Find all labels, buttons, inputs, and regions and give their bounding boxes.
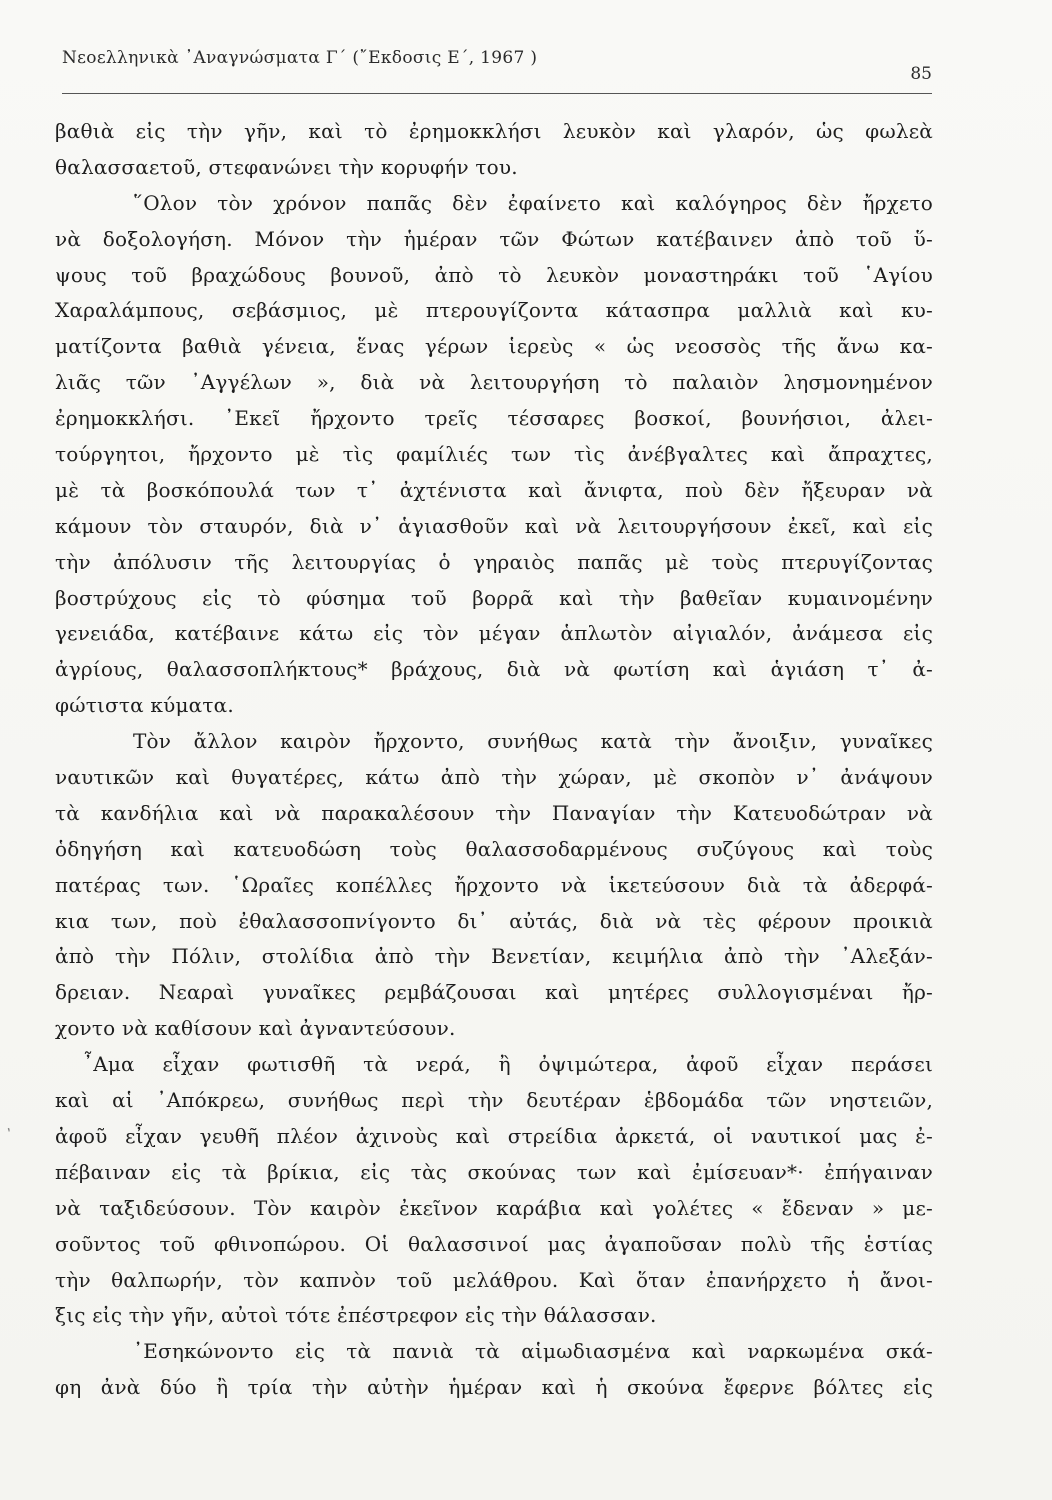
text-line: θαλασσαετοῦ, στεφανώνει τὴν κορυφήν του. <box>55 154 518 179</box>
text-line: ἐρημοκκλήσι. ᾿Εκεῖ ἤρχοντο τρεῖς τέσσαρες βοσκοί, βουνήσιοι, ἀλει- <box>55 406 933 431</box>
text-line: Χαραλάμπους, σεβάσμιος, μὲ πτερουγίζοντα κάτασπρα μαλλιὰ καὶ κυ- <box>55 298 933 323</box>
header-rule <box>62 93 932 94</box>
text-line: καὶ αἱ ᾿Απόκρεω, συνήθως περὶ τὴν δευτέραν ἑβδομάδα τῶν νηστειῶν, <box>55 1088 933 1113</box>
text-line: βαθιὰ εἰς τὴν γῆν, καὶ τὸ ἐρημοκκλήσι λευκὸν καὶ γλαρόν, ὡς φωλεὰ <box>55 119 933 143</box>
text-line: τὴν θαλπωρήν, τὸν καπνὸν τοῦ μελάθρου. Καὶ ὅταν ἐπανήρχετο ἡ ἄνοι- <box>55 1267 933 1292</box>
text-line: ῏Αμα εἶχαν φωτισθῆ τὰ νερά, ἢ ὀψιμώτερα, ἀφοῦ εἶχαν περάσει <box>83 1052 933 1077</box>
text-line: ξις εἰς τὴν γῆν, αὐτοὶ τότε ἐπέστρεφον εἰς τὴν θάλασσαν. <box>55 1303 657 1328</box>
page-number: 85 <box>910 64 932 84</box>
text-line: πατέρας των. ῾Ωραῖες κοπέλλες ἤρχοντο νὰ ἱκετεύσουν διὰ τὰ ἀδερφά- <box>55 872 933 897</box>
text-line: ψους τοῦ βραχώδους βουνοῦ, ἀπὸ τὸ λευκὸν μοναστηράκι τοῦ ῾Αγίου <box>55 262 933 287</box>
text-line: ἀπὸ τὴν Πόλιν, στολίδια ἀπὸ τὴν Βενετίαν, κειμήλια ἀπὸ τὴν ᾿Αλεξάν- <box>55 944 933 969</box>
text-line: ναυτικῶν καὶ θυγατέρες, κάτω ἀπὸ τὴν χώραν, μὲ σκοπὸν ν᾿ ἀνάψουν <box>55 765 933 790</box>
text-line: χοντο νὰ καθίσουν καὶ ἀγναντεύσουν. <box>55 1016 456 1041</box>
text-line: γενειάδα, κατέβαινε κάτω εἰς τὸν μέγαν ἁπλωτὸν αἰγιαλόν, ἀνάμεσα εἰς <box>55 621 933 646</box>
text-line: μὲ τὰ βοσκόπουλά των τ᾿ ἀχτένιστα καὶ ἄνιφτα, ποὺ δὲν ἤξευραν νὰ <box>55 477 933 502</box>
text-line: Τὸν ἄλλον καιρὸν ἤρχοντο, συνήθως κατὰ τὴν ἄνοιξιν, γυναῖκες <box>133 729 933 754</box>
text-line: ἀφοῦ εἶχαν γευθῆ πλέον ἀχινοὺς καὶ στρείδια ἀρκετά, οἱ ναυτικοί μας ἐ- <box>55 1123 933 1148</box>
text-line: τὴν ἀπόλυσιν τῆς λειτουργίας ὁ γηραιὸς παπᾶς μὲ τοὺς πτερυγίζοντας <box>55 549 933 574</box>
scan-speck-mark: ʼ <box>5 1125 18 1142</box>
text-line: νὰ ταξιδεύσουν. Τὸν καιρὸν ἐκεῖνον καράβια καὶ γολέτες « ἔδεναν » με- <box>55 1195 933 1220</box>
text-line: κάμουν τὸν σταυρόν, διὰ ν᾿ ἁγιασθοῦν καὶ νὰ λειτουργήσουν ἐκεῖ, καὶ εἰς <box>55 513 933 538</box>
text-line: ματίζοντα βαθιὰ γένεια, ἕνας γέρων ἱερεὺς « ὡς νεοσσὸς τῆς ἄνω κα- <box>55 334 933 359</box>
text-line: κια των, ποὺ ἐθαλασσοπνίγοντο δι᾿ αὐτάς, διὰ νὰ τὲς φέρουν προικιὰ <box>55 908 933 933</box>
body-text <box>55 114 933 1406</box>
text-line: πέβαιναν εἰς τὰ βρίκια, εἰς τὰς σκούνας των καὶ ἐμίσευαν*· ἐπήγαιναν <box>55 1159 933 1184</box>
text-line: σοῦντος τοῦ φθινοπώρου. Οἱ θαλασσινοί μας ἀγαποῦσαν πολὺ τῆς ἑστίας <box>55 1231 933 1256</box>
running-title: Νεοελληνικὰ ᾿Αναγνώσματα Γ΄ (῎Εκδοσις Ε΄, 1967 ) <box>62 48 538 68</box>
text-line: ἀγρίους, θαλασσοπλήκτους* βράχους, διὰ νὰ φωτίση καὶ ἁγιάση τ᾿ ἀ- <box>55 657 933 682</box>
text-line: βοστρύχους εἰς τὸ φύσημα τοῦ βορρᾶ καὶ τὴν βαθεῖαν κυμαινομένην <box>55 585 933 610</box>
page-header <box>62 42 932 92</box>
text-line: λιᾶς τῶν ᾿Αγγέλων », διὰ νὰ λειτουργήση τὸ παλαιὸν λησμονημένον <box>55 370 933 395</box>
text-line: τούργητοι, ἤρχοντο μὲ τὶς φαμίλιές των τὶς ἀνέβγαλτες καὶ ἄπραχτες, <box>55 442 933 467</box>
text-line: ᾿Εσηκώνοντο εἰς τὰ πανιὰ τὰ αἱμωδιασμένα καὶ ναρκωμένα σκά- <box>133 1339 933 1364</box>
text-line: φώτιστα κύματα. <box>55 693 234 718</box>
text-line: φη ἀνὰ δύο ἢ τρία τὴν αὐτὴν ἡμέραν καὶ ἡ σκούνα ἔφερνε βόλτες εἰς <box>55 1375 933 1400</box>
text-line: ῞Ολον τὸν χρόνον παπᾶς δὲν ἐφαίνετο καὶ καλόγηρος δὲν ἤρχετο <box>133 190 933 215</box>
text-line: δρειαν. Νεαραὶ γυναῖκες ρεμβάζουσαι καὶ μητέρες συλλογισμέναι ἤρ- <box>55 980 933 1005</box>
text-line: τὰ κανδήλια καὶ νὰ παρακαλέσουν τὴν Παναγίαν τὴν Κατευοδώτραν νὰ <box>55 800 933 825</box>
text-line: νὰ δοξολογήση. Μόνον τὴν ἡμέραν τῶν Φώτων κατέβαινεν ἀπὸ τοῦ ὕ- <box>55 226 933 251</box>
text-line: ὁδηγήση καὶ κατευοδώση τοὺς θαλασσοδαρμένους συζύγους καὶ τοὺς <box>55 836 933 861</box>
